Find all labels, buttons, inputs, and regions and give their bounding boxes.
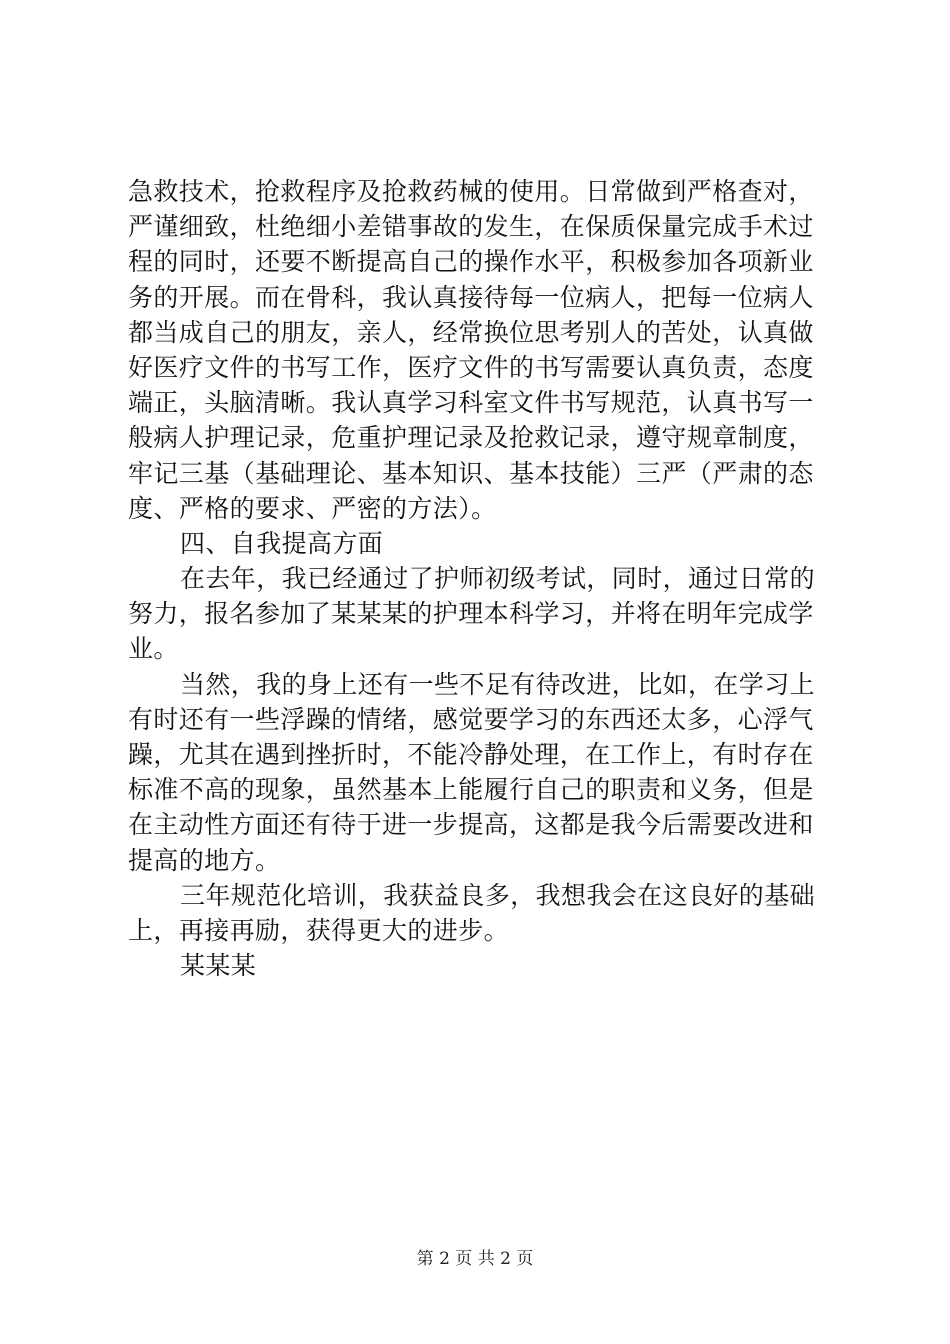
document-line: 四、自我提高方面 (180, 528, 384, 558)
document-line: 当然，我的身上还有一些不足有待改进，比如，在学习上 (180, 669, 816, 699)
document-line: 三年规范化培训，我获益良多，我想我会在这良好的基础 (180, 880, 816, 910)
document-line: 程的同时，还要不断提高自己的操作水平，积极参加各项新业 (128, 247, 814, 277)
document-line: 努力，报名参加了某某某的护理本科学习，并将在明年完成学 (128, 599, 814, 629)
document-line: 都当成自己的朋友，亲人，经常换位思考别人的苦处，认真做 (128, 317, 814, 347)
document-body (128, 174, 838, 983)
document-line: 度、严格的要求、严密的方法）。 (128, 493, 497, 523)
document-line: 上，再接再励，获得更大的进步。 (128, 915, 510, 945)
document-line: 端正，头脑清晰。我认真学习科室文件书写规范，认真书写一 (128, 388, 814, 418)
document-line: 业。 (128, 634, 179, 664)
document-line: 好医疗文件的书写工作，医疗文件的书写需要认真负责，态度 (128, 352, 814, 382)
document-line: 在去年，我已经通过了护师初级考试，同时，通过日常的 (180, 564, 816, 594)
document-line: 在主动性方面还有待于进一步提高，这都是我今后需要改进和 (128, 810, 814, 840)
document-line: 牢记三基（基础理论、基本知识、基本技能）三严（严肃的态 (128, 458, 814, 488)
document-line: 务的开展。而在骨科，我认真接待每一位病人，把每一位病人 (128, 282, 814, 312)
document-line: 躁，尤其在遇到挫折时，不能冷静处理，在工作上，有时存在 (128, 740, 814, 769)
document-line: 提高的地方。 (128, 845, 281, 875)
document-line: 严谨细致，杜绝细小差错事故的发生，在保质保量完成手术过 (128, 212, 814, 242)
page-footer: 第 2 页 共 2 页 (416, 1249, 534, 1269)
document-line: 般病人护理记录，危重护理记录及抢救记录，遵守规章制度， (128, 423, 814, 453)
document-line: 急救技术，抢救程序及抢救药械的使用。日常做到严格查对， (128, 177, 814, 206)
document-line: 有时还有一些浮躁的情绪，感觉要学习的东西还太多，心浮气 (128, 704, 814, 734)
document-line: 标准不高的现象，虽然基本上能履行自己的职责和义务，但是 (128, 775, 814, 805)
document-line: 某某某 (180, 951, 257, 981)
